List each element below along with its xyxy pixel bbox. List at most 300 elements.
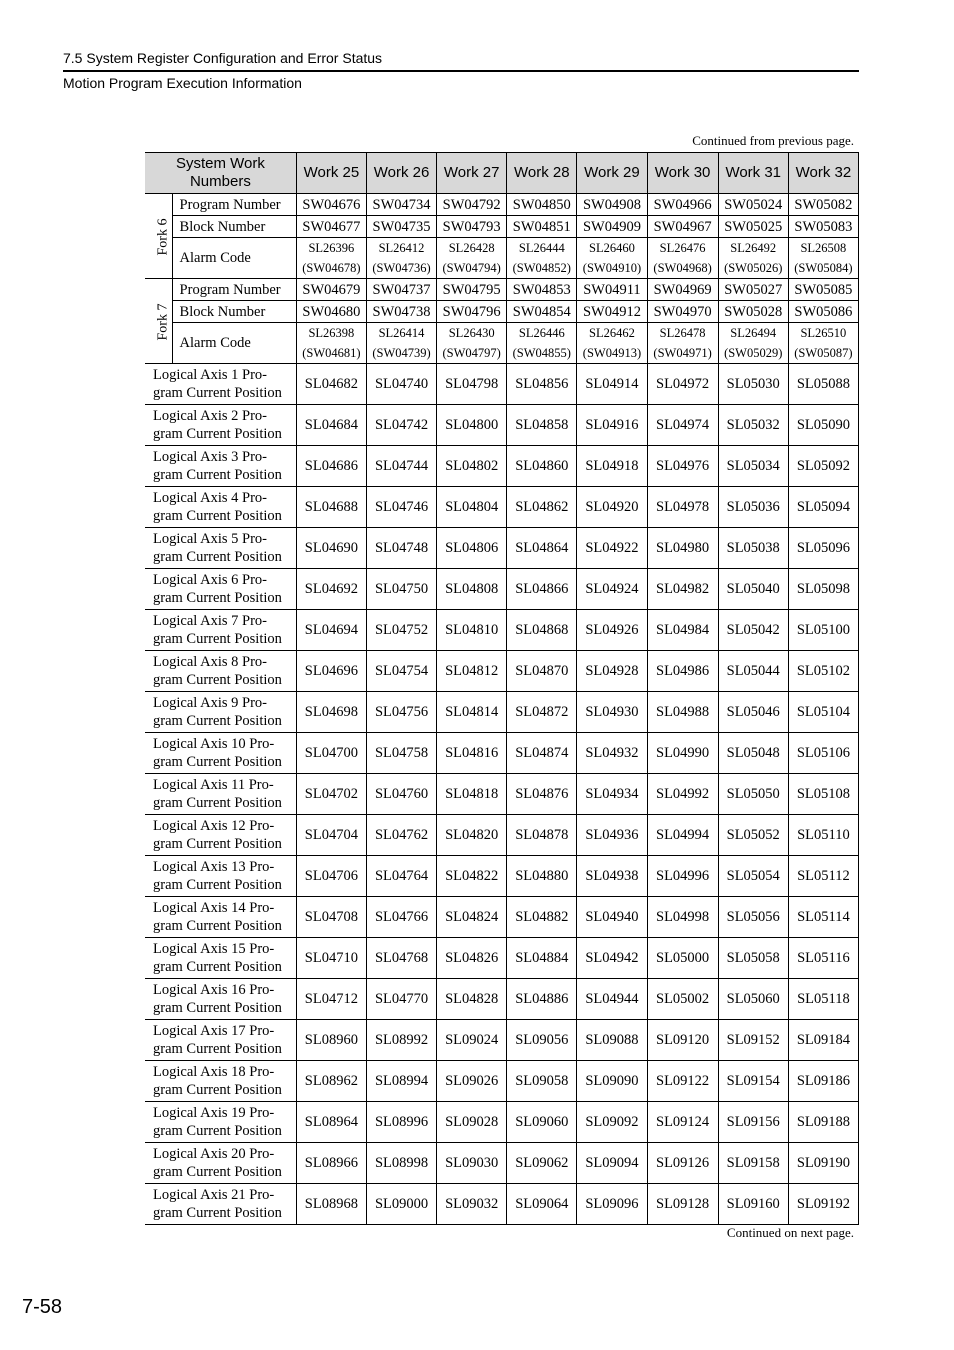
table-cell: SW04735: [366, 216, 436, 238]
cell-value: SL26396: [308, 241, 355, 255]
table-cell: SL05096: [788, 528, 858, 569]
table-cell: SL04828: [437, 979, 507, 1020]
row-label: [145, 938, 296, 979]
row-label: Alarm Code: [172, 323, 296, 364]
table-cell: SL04920: [577, 487, 647, 528]
cell-value: SL26414: [378, 326, 425, 340]
row-label: [145, 1102, 296, 1143]
table-cell: [366, 323, 436, 364]
table-row: [145, 1102, 859, 1143]
cell-value: SL26430: [448, 326, 495, 340]
table-row: [145, 979, 859, 1020]
row-label-line: Logical Axis 9 Pro-: [153, 695, 267, 711]
row-label-line: gram Current Position: [153, 467, 282, 483]
table-cell: SW05085: [788, 279, 858, 301]
table-row: [145, 238, 859, 279]
table-cell: SW04854: [507, 301, 577, 323]
row-label-line: Logical Axis 4 Pro-: [153, 490, 267, 506]
table-cell: SL05108: [788, 774, 858, 815]
table-cell: [788, 238, 858, 279]
table-cell: SL04768: [366, 938, 436, 979]
table-cell: SL05098: [788, 569, 858, 610]
table-cell: SL04940: [577, 897, 647, 938]
table-cell: SL04914: [577, 364, 647, 405]
table-cell: SW04853: [507, 279, 577, 301]
row-label-line: Logical Axis 12 Pro-: [153, 818, 275, 834]
table-cell: [366, 238, 436, 279]
table-cell: SL09000: [366, 1184, 436, 1225]
table-cell: SL08968: [296, 1184, 366, 1225]
table-cell: SW04676: [296, 194, 366, 216]
table-cell: SL04746: [366, 487, 436, 528]
table-cell: SL08964: [296, 1102, 366, 1143]
row-label-line: gram Current Position: [153, 918, 282, 934]
table-cell: SL04880: [507, 856, 577, 897]
cell-value-secondary: (SW04678): [302, 261, 361, 275]
row-label-line: Logical Axis 2 Pro-: [153, 408, 267, 424]
table-row: [145, 897, 859, 938]
table-cell: SL04864: [507, 528, 577, 569]
page-number: 7-58: [22, 1296, 63, 1318]
table-cell: [296, 238, 366, 279]
table-cell: SL04816: [437, 733, 507, 774]
table-cell: SL04760: [366, 774, 436, 815]
table-cell: SL05052: [718, 815, 788, 856]
table-cell: SL05116: [788, 938, 858, 979]
table-cell: SL04872: [507, 692, 577, 733]
table-cell: SL04882: [507, 897, 577, 938]
cell-value: SL26398: [308, 326, 355, 340]
column-header: Work 26: [366, 153, 436, 194]
table-cell: SL09128: [647, 1184, 718, 1225]
table-cell: SL04930: [577, 692, 647, 733]
table-row: [145, 487, 859, 528]
table-cell: SL05094: [788, 487, 858, 528]
table-row: [145, 569, 859, 610]
row-label-line: gram Current Position: [153, 877, 282, 893]
table-cell: SL05002: [647, 979, 718, 1020]
table-cell: SL04808: [437, 569, 507, 610]
row-label-line: Logical Axis 1 Pro-: [153, 367, 267, 383]
table-cell: SL09030: [437, 1143, 507, 1184]
row-label-line: Logical Axis 16 Pro-: [153, 982, 275, 998]
table-cell: SL08960: [296, 1020, 366, 1061]
table-cell: SL09120: [647, 1020, 718, 1061]
table-cell: SW04680: [296, 301, 366, 323]
row-label: [145, 692, 296, 733]
table-cell: [647, 238, 718, 279]
table-cell: SW05082: [788, 194, 858, 216]
table-row: [145, 216, 859, 238]
row-label: [145, 610, 296, 651]
table-cell: [507, 323, 577, 364]
cell-value: SL26446: [518, 326, 565, 340]
table-cell: SL05114: [788, 897, 858, 938]
row-label-line: Logical Axis 13 Pro-: [153, 859, 275, 875]
table-row: [145, 938, 859, 979]
table-cell: SL04704: [296, 815, 366, 856]
header-rule: [63, 70, 859, 72]
table-cell: SL04684: [296, 405, 366, 446]
table-header-row: [145, 153, 859, 194]
row-label: [145, 1020, 296, 1061]
row-label: Alarm Code: [172, 238, 296, 279]
table-row: [145, 1143, 859, 1184]
row-label-line: Logical Axis 3 Pro-: [153, 449, 267, 465]
row-label: [145, 528, 296, 569]
table-cell: SL04886: [507, 979, 577, 1020]
table-cell: SL09094: [577, 1143, 647, 1184]
table-cell: SL04694: [296, 610, 366, 651]
table-cell: SL05034: [718, 446, 788, 487]
table-cell: SL05036: [718, 487, 788, 528]
table-cell: SL09060: [507, 1102, 577, 1143]
cell-value: SL26460: [589, 241, 635, 255]
table-cell: SL09056: [507, 1020, 577, 1061]
table-cell: SL09058: [507, 1061, 577, 1102]
table-cell: SL04710: [296, 938, 366, 979]
table-row: [145, 279, 859, 301]
row-label-line: Logical Axis 14 Pro-: [153, 900, 275, 916]
table-row: [145, 194, 859, 216]
table-cell: SL04974: [647, 405, 718, 446]
table-cell: SL09024: [437, 1020, 507, 1061]
column-header: Work 30: [647, 153, 718, 194]
row-label-line: Logical Axis 15 Pro-: [153, 941, 275, 957]
table-cell: SL08966: [296, 1143, 366, 1184]
table-cell: SW04970: [647, 301, 718, 323]
table-cell: SL04934: [577, 774, 647, 815]
table-cell: SL05038: [718, 528, 788, 569]
table-row: [145, 815, 859, 856]
table-cell: SL04936: [577, 815, 647, 856]
table-cell: SL05088: [788, 364, 858, 405]
table-cell: SW04679: [296, 279, 366, 301]
row-label: [145, 979, 296, 1020]
table-cell: SL04812: [437, 651, 507, 692]
table-cell: SL04750: [366, 569, 436, 610]
row-label: [145, 651, 296, 692]
continued-from-note: Continued from previous page.: [692, 133, 854, 148]
table-cell: SL04878: [507, 815, 577, 856]
table-cell: SL04740: [366, 364, 436, 405]
table-cell: SL05112: [788, 856, 858, 897]
row-label-line: gram Current Position: [153, 713, 282, 729]
continued-on-note: Continued on next page.: [726, 1225, 854, 1240]
table-cell: SL04928: [577, 651, 647, 692]
table-cell: SL04702: [296, 774, 366, 815]
table-cell: SL04686: [296, 446, 366, 487]
table-cell: SW05027: [718, 279, 788, 301]
table-cell: SL05054: [718, 856, 788, 897]
table-cell: SL04866: [507, 569, 577, 610]
table-cell: SL05100: [788, 610, 858, 651]
table-cell: SL09126: [647, 1143, 718, 1184]
table-cell: [296, 323, 366, 364]
table-row: [145, 733, 859, 774]
row-label: Block Number: [172, 216, 296, 238]
cell-value-secondary: (SW04852): [512, 261, 571, 275]
table-cell: SL04884: [507, 938, 577, 979]
row-label-line: gram Current Position: [153, 508, 282, 524]
row-label: [145, 1061, 296, 1102]
row-label-line: Logical Axis 18 Pro-: [153, 1064, 275, 1080]
table-cell: SW05028: [718, 301, 788, 323]
row-label: [145, 569, 296, 610]
subsection-header: Motion Program Execution Information: [63, 75, 302, 91]
row-label: [145, 487, 296, 528]
section-header: 7.5 System Register Configuration and Error Status: [63, 50, 383, 66]
table-cell: SL09152: [718, 1020, 788, 1061]
cell-value: SL26476: [659, 241, 706, 255]
row-label-line: gram Current Position: [153, 795, 282, 811]
table-cell: SL04870: [507, 651, 577, 692]
table-cell: [718, 238, 788, 279]
cell-value-secondary: (SW04681): [302, 346, 361, 360]
table-cell: SL04756: [366, 692, 436, 733]
table-row: [145, 301, 859, 323]
table-cell: SL04876: [507, 774, 577, 815]
table-cell: SL05042: [718, 610, 788, 651]
table-cell: SW05025: [718, 216, 788, 238]
table-cell: SW05086: [788, 301, 858, 323]
table-cell: SL04860: [507, 446, 577, 487]
table-cell: SL04942: [577, 938, 647, 979]
cell-value-secondary: (SW04739): [372, 346, 431, 360]
cell-value-secondary: (SW04794): [442, 261, 501, 275]
row-label: [145, 856, 296, 897]
table-cell: [437, 323, 507, 364]
table-cell: SL05032: [718, 405, 788, 446]
table-cell: SW04912: [577, 301, 647, 323]
row-label-line: gram Current Position: [153, 385, 282, 401]
table-cell: [577, 238, 647, 279]
table-cell: SL04822: [437, 856, 507, 897]
table-cell: SL04856: [507, 364, 577, 405]
table-row: [145, 774, 859, 815]
table-cell: SW05083: [788, 216, 858, 238]
cell-value: SL26492: [730, 241, 777, 255]
table-cell: SL05058: [718, 938, 788, 979]
table-cell: SL05000: [647, 938, 718, 979]
cell-value: SL26412: [378, 241, 425, 255]
row-label-line: gram Current Position: [153, 631, 282, 647]
table-cell: SL05106: [788, 733, 858, 774]
table-cell: SL05046: [718, 692, 788, 733]
table-cell: SL04980: [647, 528, 718, 569]
row-label: [145, 1184, 296, 1225]
cell-value-secondary: (SW05026): [724, 261, 783, 275]
table-cell: SL08962: [296, 1061, 366, 1102]
table-cell: [437, 238, 507, 279]
table-cell: SL09156: [718, 1102, 788, 1143]
table-cell: SL04770: [366, 979, 436, 1020]
table-cell: SL09188: [788, 1102, 858, 1143]
table-cell: SL09062: [507, 1143, 577, 1184]
table-cell: SL09192: [788, 1184, 858, 1225]
cell-value-secondary: (SW05084): [794, 261, 853, 275]
table-cell: SL09160: [718, 1184, 788, 1225]
row-label-line: Logical Axis 19 Pro-: [153, 1105, 275, 1121]
table-cell: SL04762: [366, 815, 436, 856]
table-cell: SL04712: [296, 979, 366, 1020]
row-label-line: gram Current Position: [153, 549, 282, 565]
table-cell: SL08998: [366, 1143, 436, 1184]
cell-value-secondary: (SW04968): [653, 261, 712, 275]
column-header: Work 27: [437, 153, 507, 194]
row-label-line: Logical Axis 6 Pro-: [153, 572, 267, 588]
row-label-line: gram Current Position: [153, 959, 282, 975]
row-label-line: Logical Axis 10 Pro-: [153, 736, 275, 752]
row-label-line: gram Current Position: [153, 1041, 282, 1057]
table-row: [145, 446, 859, 487]
table-row: [145, 405, 859, 446]
table-cell: SL04752: [366, 610, 436, 651]
row-label-line: Logical Axis 17 Pro-: [153, 1023, 275, 1039]
table-cell: SL04826: [437, 938, 507, 979]
column-header: Work 32: [788, 153, 858, 194]
row-label-line: gram Current Position: [153, 754, 282, 770]
table-row: [145, 323, 859, 364]
table-cell: SL04992: [647, 774, 718, 815]
table-cell: SL09028: [437, 1102, 507, 1143]
cell-value: SL26444: [518, 241, 565, 255]
column-header: Work 31: [718, 153, 788, 194]
table-cell: SL04874: [507, 733, 577, 774]
table-cell: SL08992: [366, 1020, 436, 1061]
table-cell: SL04766: [366, 897, 436, 938]
table-cell: SL09092: [577, 1102, 647, 1143]
table-cell: SL04926: [577, 610, 647, 651]
row-label: [145, 733, 296, 774]
table-cell: SL04764: [366, 856, 436, 897]
row-label-line: gram Current Position: [153, 1164, 282, 1180]
table-cell: SL09184: [788, 1020, 858, 1061]
cell-value: SL26494: [730, 326, 777, 340]
table-cell: SL05048: [718, 733, 788, 774]
table-cell: SL09064: [507, 1184, 577, 1225]
table-cell: SL05040: [718, 569, 788, 610]
table-row: [145, 610, 859, 651]
table-cell: SL04978: [647, 487, 718, 528]
table-cell: SL04742: [366, 405, 436, 446]
row-label: [145, 446, 296, 487]
table-cell: SL04988: [647, 692, 718, 733]
table-cell: SL04688: [296, 487, 366, 528]
cell-value: SL26510: [800, 326, 847, 340]
table-row: [145, 1020, 859, 1061]
table-cell: SL04706: [296, 856, 366, 897]
table-cell: SL05110: [788, 815, 858, 856]
row-label: [145, 1143, 296, 1184]
table-cell: SW04677: [296, 216, 366, 238]
row-label-line: gram Current Position: [153, 1123, 282, 1139]
cell-value-secondary: (SW04913): [582, 346, 642, 360]
table-cell: [788, 323, 858, 364]
table-cell: SW04851: [507, 216, 577, 238]
table-cell: SL04754: [366, 651, 436, 692]
table-row: [145, 692, 859, 733]
table-cell: SL04748: [366, 528, 436, 569]
table-cell: SW04969: [647, 279, 718, 301]
column-header: Work 25: [296, 153, 366, 194]
table-cell: SL04990: [647, 733, 718, 774]
table-cell: SW04909: [577, 216, 647, 238]
cell-value: SL26478: [659, 326, 706, 340]
cell-value-secondary: (SW04971): [653, 346, 712, 360]
table-cell: SL09032: [437, 1184, 507, 1225]
table-cell: SL04682: [296, 364, 366, 405]
row-label: Program Number: [172, 194, 296, 216]
table-cell: SW04967: [647, 216, 718, 238]
table-cell: SL04802: [437, 446, 507, 487]
row-label: Program Number: [172, 279, 296, 301]
table-cell: SL04744: [366, 446, 436, 487]
table-cell: SW04737: [366, 279, 436, 301]
row-label-line: Logical Axis 8 Pro-: [153, 654, 267, 670]
table-cell: SL04810: [437, 610, 507, 651]
table-cell: SL04814: [437, 692, 507, 733]
table-cell: SL09158: [718, 1143, 788, 1184]
table-cell: SL04972: [647, 364, 718, 405]
row-label: Block Number: [172, 301, 296, 323]
table-cell: SL09190: [788, 1143, 858, 1184]
table-row: [145, 1184, 859, 1225]
table-cell: SL05090: [788, 405, 858, 446]
table-cell: SL05044: [718, 651, 788, 692]
table-cell: SL04700: [296, 733, 366, 774]
column-header: Work 29: [577, 153, 647, 194]
table-cell: SL04918: [577, 446, 647, 487]
row-label-line: gram Current Position: [153, 1000, 282, 1016]
table-cell: SL05050: [718, 774, 788, 815]
row-label-line: Logical Axis 7 Pro-: [153, 613, 267, 629]
table-cell: SL04996: [647, 856, 718, 897]
table-cell: [577, 323, 647, 364]
table-cell: SW04908: [577, 194, 647, 216]
table-cell: SL04824: [437, 897, 507, 938]
fork-label: Fork 7: [155, 303, 171, 340]
table-cell: SL04690: [296, 528, 366, 569]
table-cell: SW04792: [437, 194, 507, 216]
cell-value-secondary: (SW05087): [794, 346, 853, 360]
row-label-line: gram Current Position: [153, 672, 282, 688]
table-cell: SL05118: [788, 979, 858, 1020]
table-cell: SL08996: [366, 1102, 436, 1143]
table-cell: SL04806: [437, 528, 507, 569]
table-cell: SL09088: [577, 1020, 647, 1061]
table-cell: SL04818: [437, 774, 507, 815]
row-label: [145, 364, 296, 405]
corner-header: System Work Numbers: [145, 153, 296, 194]
table-cell: SL04698: [296, 692, 366, 733]
table-cell: SL09154: [718, 1061, 788, 1102]
table-cell: SW04734: [366, 194, 436, 216]
table-cell: SW04966: [647, 194, 718, 216]
row-label: [145, 405, 296, 446]
table-cell: SL04692: [296, 569, 366, 610]
table-cell: SL04998: [647, 897, 718, 938]
table-cell: SL04938: [577, 856, 647, 897]
table-cell: SL09124: [647, 1102, 718, 1143]
table-row: [145, 364, 859, 405]
row-label-line: Logical Axis 21 Pro-: [153, 1187, 275, 1203]
row-label: [145, 774, 296, 815]
cell-value-secondary: (SW04797): [442, 346, 501, 360]
table-cell: SL04798: [437, 364, 507, 405]
row-label-line: gram Current Position: [153, 1205, 282, 1221]
table-cell: SL09026: [437, 1061, 507, 1102]
